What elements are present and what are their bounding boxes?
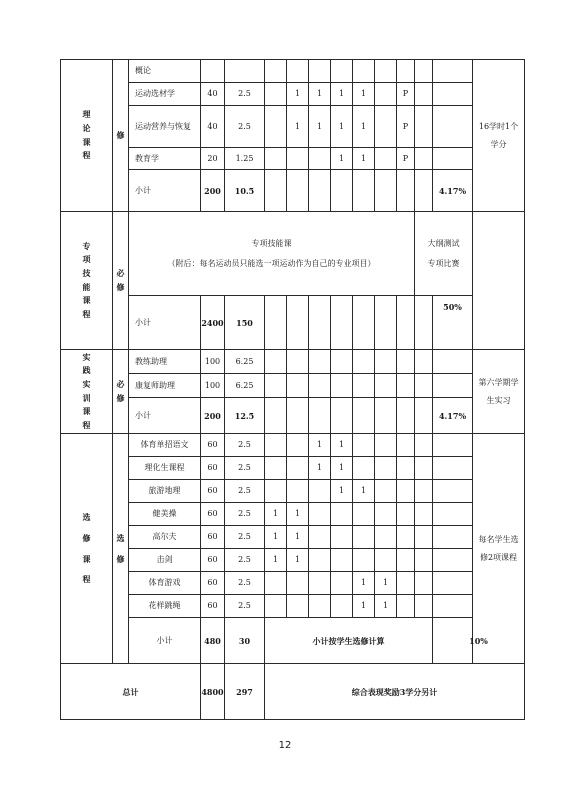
sem4-cell bbox=[331, 350, 353, 374]
sem1-cell bbox=[265, 398, 287, 434]
sem5-cell bbox=[353, 60, 375, 83]
blank-cell bbox=[415, 398, 433, 434]
sem2-cell bbox=[287, 296, 309, 350]
blank-cell bbox=[415, 148, 433, 170]
sem5-cell: 1 bbox=[353, 595, 375, 618]
exam-cell bbox=[397, 296, 415, 350]
sem3-cell bbox=[309, 398, 331, 434]
exam-cell bbox=[397, 60, 415, 83]
special-test-1: 大纲测试 bbox=[427, 238, 460, 248]
blank-cell bbox=[415, 434, 433, 457]
sem2-cell: 1 bbox=[287, 503, 309, 526]
subtotal-credits: 30 bbox=[225, 618, 265, 664]
sem4-cell bbox=[331, 572, 353, 595]
sem4-cell bbox=[331, 549, 353, 572]
credits-cell: 2.5 bbox=[225, 480, 265, 503]
sem6-cell bbox=[375, 106, 397, 148]
sem5-cell bbox=[353, 350, 375, 374]
sem2-cell bbox=[287, 595, 309, 618]
subtotal-hours: 2400 bbox=[201, 296, 225, 350]
credits-cell: 2.5 bbox=[225, 549, 265, 572]
sem1-cell bbox=[265, 296, 287, 350]
sem2-cell bbox=[287, 398, 309, 434]
credits-cell: 2.5 bbox=[225, 83, 265, 106]
subtotal-pct: 10% bbox=[433, 618, 525, 664]
hours-cell: 100 bbox=[201, 374, 225, 398]
sem1-cell bbox=[265, 148, 287, 170]
course-name: 教练助理 bbox=[129, 350, 201, 374]
group-cell-elective: 选修课程 bbox=[61, 434, 113, 664]
hours-cell: 60 bbox=[201, 526, 225, 549]
hours-cell bbox=[201, 60, 225, 83]
subtotal-note: 小计按学生选修计算 bbox=[265, 618, 433, 664]
sem4-cell bbox=[331, 503, 353, 526]
sem6-cell: 1 bbox=[375, 595, 397, 618]
sem3-cell bbox=[309, 296, 331, 350]
sem2-cell: 1 bbox=[287, 106, 309, 148]
sem4-cell: 1 bbox=[331, 106, 353, 148]
sem6-cell bbox=[375, 296, 397, 350]
pct-cell bbox=[433, 457, 473, 480]
req-cell-practice: 必修 bbox=[113, 350, 129, 434]
subtotal-hours: 480 bbox=[201, 618, 225, 664]
sem2-cell: 1 bbox=[287, 526, 309, 549]
subtotal-label: 小计 bbox=[129, 398, 201, 434]
sem4-cell bbox=[331, 170, 353, 212]
course-name: 击剑 bbox=[129, 549, 201, 572]
sem6-cell bbox=[375, 83, 397, 106]
sem6-cell bbox=[375, 480, 397, 503]
sem5-cell: 1 bbox=[353, 83, 375, 106]
exam-cell bbox=[397, 549, 415, 572]
note-cell-theory: 16学时1个学分 bbox=[473, 60, 525, 212]
blank-cell bbox=[415, 480, 433, 503]
sem1-cell: 1 bbox=[265, 549, 287, 572]
blank-cell bbox=[415, 170, 433, 212]
sem2-cell bbox=[287, 480, 309, 503]
special-test-cell bbox=[415, 212, 473, 296]
course-name: 高尔夫 bbox=[129, 526, 201, 549]
sem6-cell bbox=[375, 549, 397, 572]
sem2-cell bbox=[287, 148, 309, 170]
note-cell-special bbox=[473, 212, 525, 350]
subtotal-label: 小计 bbox=[129, 170, 201, 212]
sem4-cell bbox=[331, 374, 353, 398]
sem5-cell bbox=[353, 170, 375, 212]
sem4-cell: 1 bbox=[331, 480, 353, 503]
sem6-cell bbox=[375, 170, 397, 212]
group-cell-theory: 理论课程 bbox=[61, 60, 113, 212]
sem5-cell bbox=[353, 296, 375, 350]
sem2-cell bbox=[287, 572, 309, 595]
exam-cell: P bbox=[397, 106, 415, 148]
sem4-cell bbox=[331, 526, 353, 549]
pct-cell bbox=[433, 595, 473, 618]
sem2-cell bbox=[287, 170, 309, 212]
sem2-cell bbox=[287, 434, 309, 457]
sem3-cell bbox=[309, 148, 331, 170]
sem4-cell: 1 bbox=[331, 83, 353, 106]
sem1-cell: 1 bbox=[265, 526, 287, 549]
sem5-cell: 1 bbox=[353, 480, 375, 503]
sem4-cell: 1 bbox=[331, 148, 353, 170]
req-cell-theory: 修 bbox=[113, 60, 129, 212]
sem6-cell bbox=[375, 526, 397, 549]
pct-cell bbox=[433, 434, 473, 457]
sem3-cell: 1 bbox=[309, 457, 331, 480]
subtotal-label: 小计 bbox=[129, 618, 201, 664]
course-name: 理化生课程 bbox=[129, 457, 201, 480]
hours-cell: 60 bbox=[201, 572, 225, 595]
req-cell-special: 必修 bbox=[113, 212, 129, 350]
exam-cell bbox=[397, 457, 415, 480]
sem1-cell bbox=[265, 83, 287, 106]
sem5-cell bbox=[353, 503, 375, 526]
sem3-cell bbox=[309, 503, 331, 526]
subtotal-pct: 4.17% bbox=[433, 398, 473, 434]
course-name: 健美操 bbox=[129, 503, 201, 526]
total-hours: 4800 bbox=[201, 664, 225, 720]
hours-cell: 20 bbox=[201, 148, 225, 170]
sem6-cell bbox=[375, 60, 397, 83]
pct-cell bbox=[433, 148, 473, 170]
course-name: 体育游戏 bbox=[129, 572, 201, 595]
sem3-cell bbox=[309, 374, 331, 398]
note-cell-practice: 第六学期学生实习 bbox=[473, 350, 525, 434]
credits-cell: 2.5 bbox=[225, 503, 265, 526]
credits-cell: 6.25 bbox=[225, 374, 265, 398]
sem5-cell bbox=[353, 526, 375, 549]
sem3-cell bbox=[309, 595, 331, 618]
exam-cell bbox=[397, 503, 415, 526]
sem6-cell bbox=[375, 148, 397, 170]
exam-cell bbox=[397, 434, 415, 457]
credits-cell: 2.5 bbox=[225, 526, 265, 549]
sem5-cell: 1 bbox=[353, 106, 375, 148]
sem3-cell bbox=[309, 170, 331, 212]
pct-cell bbox=[433, 480, 473, 503]
blank-cell bbox=[415, 350, 433, 374]
blank-cell bbox=[415, 83, 433, 106]
exam-cell bbox=[397, 595, 415, 618]
subtotal-pct: 4.17% bbox=[433, 170, 473, 212]
hours-cell: 60 bbox=[201, 503, 225, 526]
blank-cell bbox=[415, 503, 433, 526]
sem4-cell: 1 bbox=[331, 434, 353, 457]
subtotal-hours: 200 bbox=[201, 398, 225, 434]
sem3-cell bbox=[309, 572, 331, 595]
subtotal-credits: 10.5 bbox=[225, 170, 265, 212]
course-name: 运动营养与恢复 bbox=[129, 106, 201, 148]
total-note: 综合表现奖励3学分另计 bbox=[265, 664, 525, 720]
hours-cell: 60 bbox=[201, 595, 225, 618]
exam-cell bbox=[397, 572, 415, 595]
pct-cell bbox=[433, 572, 473, 595]
sem3-cell: 1 bbox=[309, 434, 331, 457]
hours-cell: 60 bbox=[201, 434, 225, 457]
course-name: 教育学 bbox=[129, 148, 201, 170]
course-name: 运动选材学 bbox=[129, 83, 201, 106]
sem5-cell bbox=[353, 457, 375, 480]
sem6-cell bbox=[375, 374, 397, 398]
sem6-cell: 1 bbox=[375, 572, 397, 595]
subtotal-credits: 12.5 bbox=[225, 398, 265, 434]
exam-cell: P bbox=[397, 148, 415, 170]
course-name: 体育单招语文 bbox=[129, 434, 201, 457]
sem3-cell bbox=[309, 60, 331, 83]
hours-cell: 40 bbox=[201, 83, 225, 106]
sem3-cell: 1 bbox=[309, 106, 331, 148]
sem5-cell bbox=[353, 434, 375, 457]
credits-cell: 6.25 bbox=[225, 350, 265, 374]
sem4-cell bbox=[331, 595, 353, 618]
credits-cell: 2.5 bbox=[225, 572, 265, 595]
hours-cell: 100 bbox=[201, 350, 225, 374]
special-title: 专项技能课 bbox=[251, 238, 292, 248]
sem3-cell: 1 bbox=[309, 83, 331, 106]
special-desc-cell bbox=[129, 212, 415, 296]
subtotal-pct: 50% bbox=[433, 296, 473, 350]
exam-cell bbox=[397, 350, 415, 374]
pct-cell bbox=[433, 526, 473, 549]
exam-cell: P bbox=[397, 83, 415, 106]
pct-cell bbox=[433, 503, 473, 526]
exam-cell bbox=[397, 374, 415, 398]
subtotal-hours: 200 bbox=[201, 170, 225, 212]
total-credits: 297 bbox=[225, 664, 265, 720]
pct-cell bbox=[433, 374, 473, 398]
sem6-cell bbox=[375, 457, 397, 480]
group-cell-special: 专项技能课程 bbox=[61, 212, 113, 350]
sem1-cell bbox=[265, 572, 287, 595]
course-name: 康复师助理 bbox=[129, 374, 201, 398]
blank-cell bbox=[415, 106, 433, 148]
sem1-cell bbox=[265, 480, 287, 503]
total-label: 总计 bbox=[61, 664, 201, 720]
sem1-cell bbox=[265, 595, 287, 618]
sem2-cell: 1 bbox=[287, 83, 309, 106]
exam-cell bbox=[397, 170, 415, 212]
sem6-cell bbox=[375, 398, 397, 434]
sem1-cell bbox=[265, 457, 287, 480]
sem2-cell bbox=[287, 457, 309, 480]
sem6-cell bbox=[375, 503, 397, 526]
pct-cell bbox=[433, 60, 473, 83]
req-cell-elective: 选修 bbox=[113, 434, 129, 664]
blank-cell bbox=[415, 572, 433, 595]
course-name: 花样跳绳 bbox=[129, 595, 201, 618]
blank-cell bbox=[415, 457, 433, 480]
course-name: 概论 bbox=[129, 60, 201, 83]
pct-cell bbox=[433, 549, 473, 572]
credits-cell: 1.25 bbox=[225, 148, 265, 170]
sem2-cell bbox=[287, 60, 309, 83]
special-desc: （附后：每名运动员只能选一项运动作为自己的专业项目） bbox=[167, 258, 376, 268]
sem6-cell bbox=[375, 434, 397, 457]
table-body bbox=[61, 60, 525, 720]
blank-cell bbox=[415, 60, 433, 83]
sem5-cell bbox=[353, 398, 375, 434]
page-number: 12 bbox=[278, 740, 292, 751]
sem3-cell bbox=[309, 526, 331, 549]
blank-cell bbox=[415, 549, 433, 572]
pct-cell bbox=[433, 106, 473, 148]
sem2-cell bbox=[287, 350, 309, 374]
sem4-cell bbox=[331, 296, 353, 350]
sem1-cell bbox=[265, 60, 287, 83]
credits-cell: 2.5 bbox=[225, 434, 265, 457]
sem1-cell bbox=[265, 374, 287, 398]
sem2-cell bbox=[287, 374, 309, 398]
exam-cell bbox=[397, 526, 415, 549]
sem1-cell bbox=[265, 434, 287, 457]
sem5-cell bbox=[353, 374, 375, 398]
group-cell-practice: 实践实训课程 bbox=[61, 350, 113, 434]
subtotal-credits: 150 bbox=[225, 296, 265, 350]
sem6-cell bbox=[375, 350, 397, 374]
sem4-cell bbox=[331, 398, 353, 434]
blank-cell bbox=[415, 296, 433, 350]
note-cell-elective: 每名学生选修2项课程 bbox=[473, 434, 525, 664]
sem3-cell bbox=[309, 549, 331, 572]
subtotal-label: 小计 bbox=[129, 296, 201, 350]
sem4-cell bbox=[331, 60, 353, 83]
sem1-cell bbox=[265, 106, 287, 148]
credits-cell: 2.5 bbox=[225, 106, 265, 148]
credits-cell: 2.5 bbox=[225, 457, 265, 480]
exam-cell bbox=[397, 480, 415, 503]
sem1-cell: 1 bbox=[265, 503, 287, 526]
credits-cell: 2.5 bbox=[225, 595, 265, 618]
course-name: 旅游地理 bbox=[129, 480, 201, 503]
blank-cell bbox=[415, 526, 433, 549]
sem3-cell bbox=[309, 480, 331, 503]
curriculum-table bbox=[60, 59, 525, 720]
sem5-cell: 1 bbox=[353, 148, 375, 170]
pct-cell bbox=[433, 350, 473, 374]
exam-cell bbox=[397, 398, 415, 434]
special-test-2: 专项比赛 bbox=[427, 258, 460, 268]
sem2-cell: 1 bbox=[287, 549, 309, 572]
sem5-cell: 1 bbox=[353, 572, 375, 595]
hours-cell: 60 bbox=[201, 457, 225, 480]
sem4-cell: 1 bbox=[331, 457, 353, 480]
sem1-cell bbox=[265, 350, 287, 374]
hours-cell: 40 bbox=[201, 106, 225, 148]
blank-cell bbox=[415, 374, 433, 398]
credits-cell bbox=[225, 60, 265, 83]
hours-cell: 60 bbox=[201, 480, 225, 503]
blank-cell bbox=[415, 595, 433, 618]
pct-cell bbox=[433, 83, 473, 106]
hours-cell: 60 bbox=[201, 549, 225, 572]
sem5-cell bbox=[353, 549, 375, 572]
sem3-cell bbox=[309, 350, 331, 374]
sem1-cell bbox=[265, 170, 287, 212]
